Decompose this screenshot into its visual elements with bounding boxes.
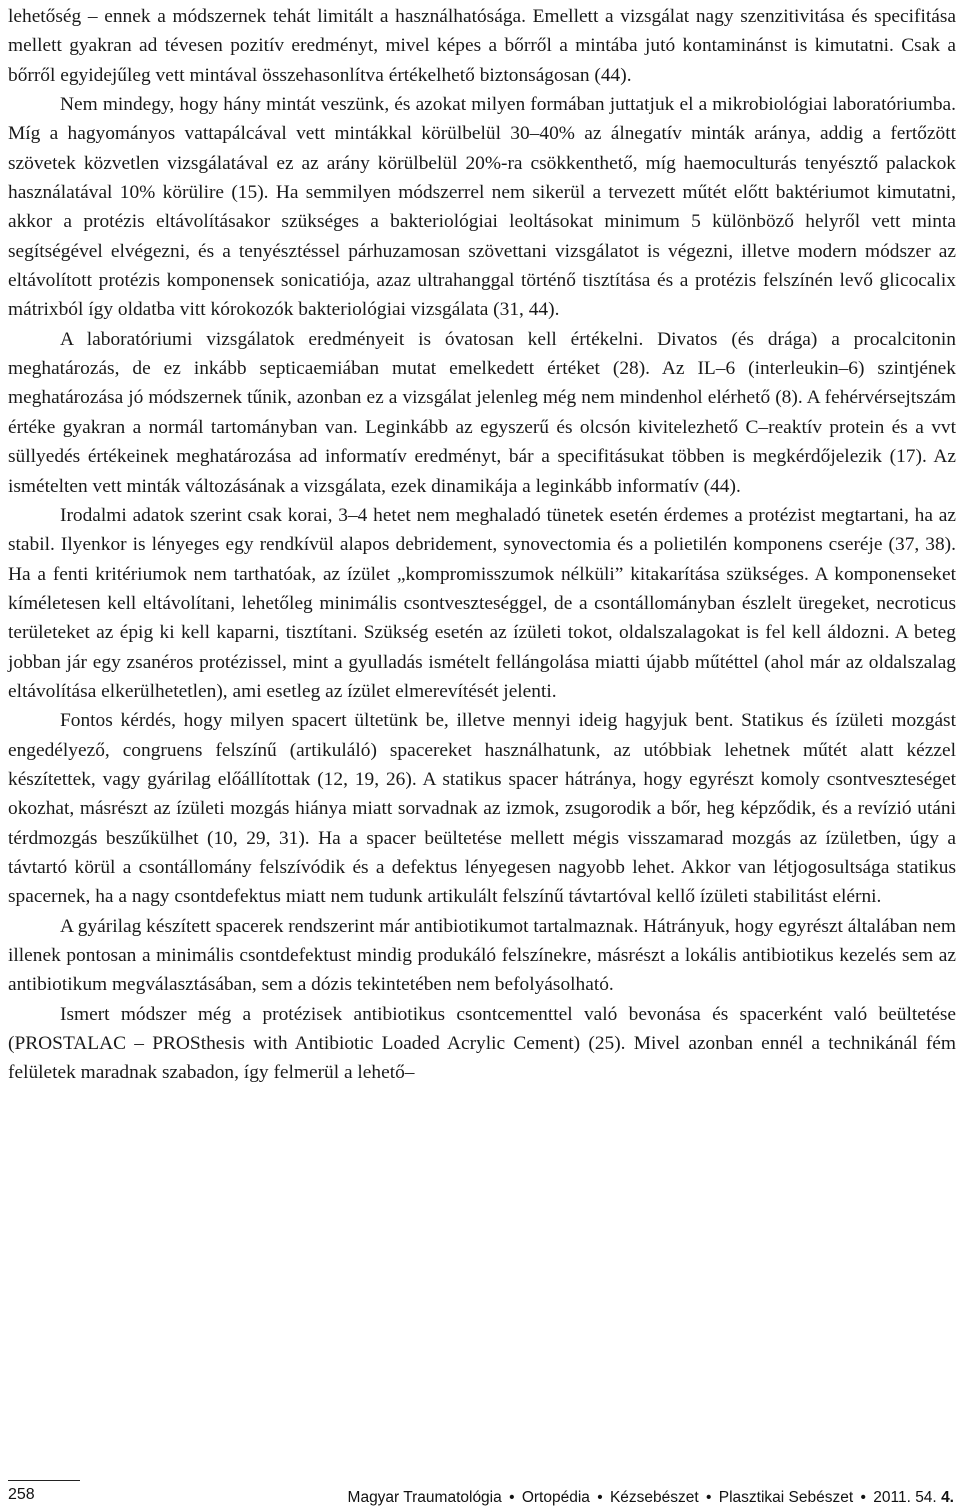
paragraph-3: A laboratóriumi vizsgálatok eredményeit is óvatosan kell értékelni. Divatos (és drága) a procalcitonin meghatározás, de ez inkább septicaemiában mutat emelkedett értéket (28). Az IL–6 (interleukin–6) szintjének meghatározása jó módszernek tűnik, azonban ez a vizsgálat jelenleg még nem mindenhol elérhető (8). A fehérvérsejtszám értéke gyakran a normál tartományban van. Leginkább az egyszerű és olcsón kivitelezhető C–reaktív protein és a vvt süllyedés értékeinek meghatározása ad informatív eredményt, bár a specifitásukat többen is megkérdőjelezik (17). Az ismételten vett minták változásának a vizsgálata, ezek dinamikája a leginkább informatív (44). [8, 328, 956, 497]
paragraph-7: Ismert módszer még a protézisek antibiotikus csontcementtel való bevonása és spacerként való beültetése (PROSTALAC – PROSthesis with Antibiotic Loaded Acrylic Cement) (25). Mivel azonban ennél a technikánál fém felületek maradnak szabadon, így felmerül a lehető– [8, 1003, 956, 1084]
page-footer [0, 1476, 960, 1506]
paragraph-2: Nem mindegy, hogy hány mintát veszünk, és azokat milyen formában juttatjuk el a mikrobiológiai laboratóriumba. Míg a hagyományos vattapálcával vett mintákkal körülbelül 30–40% az álnegatív minták aránya, addig a fertőzött szövetek közvetlen vizsgálatával ez az arány körülbelül 20%-ra csökkenthető, míg haemoculturás tenyésztő palackok használatával 10% körülire (15). Ha semmilyen módszerrel nem sikerül a tervezett műtét előtt baktériumot kimutatni, akkor a protézis eltávolításakor szükséges a bakteriológiai leoltásokat minimum 5 különböző helyről vett minta segítségével elvégezni, és a tenyésztéssel párhuzamosan szövettani vizsgálatot is végezni, illetve modern módszer az eltávolított protézis komponensek sonicatiója, azaz ultrahanggal történő tisztítása és a protézis felszínén levő glicocalix mátrixból így oldatba vitt kórokozók bakteriológiai vizsgálata (31, 44). [8, 94, 956, 321]
footer-divider [8, 1480, 80, 1481]
separator-dot: • [509, 1489, 515, 1506]
publication-year: 2011. [873, 1489, 911, 1506]
paragraph-1: lehetőség – ennek a módszernek tehát limitált a használhatósága. Emellett a vizsgálat nagy szenzitivitása és specifitása mellett gyakran ad tévesen pozitív eredményt, mivel képes a bőrről a mintába jutó kontaminánst is kimutatni. Csak a bőrről egyidejűleg vett mintával összehasonlítva értékelhető biztonságosan (44). [8, 6, 956, 86]
separator-dot: • [706, 1489, 712, 1506]
volume-number: 54. [915, 1489, 937, 1506]
article-body [8, 2, 956, 1088]
separator-dot: • [597, 1489, 603, 1506]
paragraph-4: Irodalmi adatok szerint csak korai, 3–4 hetet nem meghaladó tünetek esetén érdemes a protézist megtartani, ha az stabil. Ilyenkor is lényeges egy rendkívül alapos debridement, synovectomia és a polietilén komponens cseréje (37, 38). Ha a fenti kritériumok nem tarthatóak, az ízület „kompromisszumok nélküli” kitakarítása szükséges. A komponenseket kíméletesen kell eltávolítani, lehetőleg minimális csontveszteséggel, de a csontállományban észlelt üregeket, necroticus területeket az épig ki kell kaparni, tisztítani. Szükség esetén az ízületi tokot, oldalszalagokat is fel kell áldozni. A beteg jobban jár egy zsanéros protézissel, mint a gyulladás ismételt fellángolása miatti újabb műtéttel (ahol már az oldalszalag eltávolítása elkerülhetetlen), ami esetleg az ízület elmerevítését jelenti. [8, 504, 956, 702]
issue-number: 4. [941, 1489, 954, 1506]
section-hand-surgery: Kézsebészet [609, 1489, 699, 1506]
section-plastic-surgery: Plasztikai Sebészet [718, 1489, 854, 1506]
section-orthopedics: Ortopédia [521, 1489, 590, 1506]
journal-title: Magyar Traumatológia [347, 1489, 502, 1506]
journal-citation [348, 1489, 954, 1507]
paragraph-6: A gyárilag készített spacerek rendszerint már antibiotikumot tartalmaznak. Hátrányuk, hogy egyrészt általában nem illenek pontosan a minimális csontdefektust mindig produkáló felszínekre, másrészt a lokális antibiotikus kezelés sem az antibiotikum megválasztásában, sem a dózis tekintetében nem befolyásolható. [8, 915, 956, 996]
separator-dot: • [860, 1489, 866, 1506]
paragraph-5: Fontos kérdés, hogy milyen spacert ültetünk be, illetve mennyi ideig hagyjuk bent. Statikus és ízületi mozgást engedélyező, congruens felszínű (artikuláló) spacereket használhatunk, az utóbbiak lehetnek műtét alatt kézzel készítettek, vagy gyárilag előállítottak (12, 19, 26). A statikus spacer hátránya, hogy egyrészt komoly csontveszteséget okozhat, másrészt az ízületi mozgás hiánya miatt sorvadnak az izmok, zsugorodik a bőr, heg képződik, és a revízió utáni térdmozgás beszűkülhet (10, 29, 31). Ha a spacer beültetése mellett mégis visszamarad mozgás az ízületben, úgy a távtartó körül a csontállomány felszívódik és a defektus lényegesen nagyobb lehet. Akkor van létjogosultsága statikus spacernek, ha a nagy csontdefektus miatt nem tudunk artikulált felszínű távtartóval kellő ízületi stabilitást elérni. [8, 710, 956, 908]
page-number: 258 [8, 1486, 35, 1503]
